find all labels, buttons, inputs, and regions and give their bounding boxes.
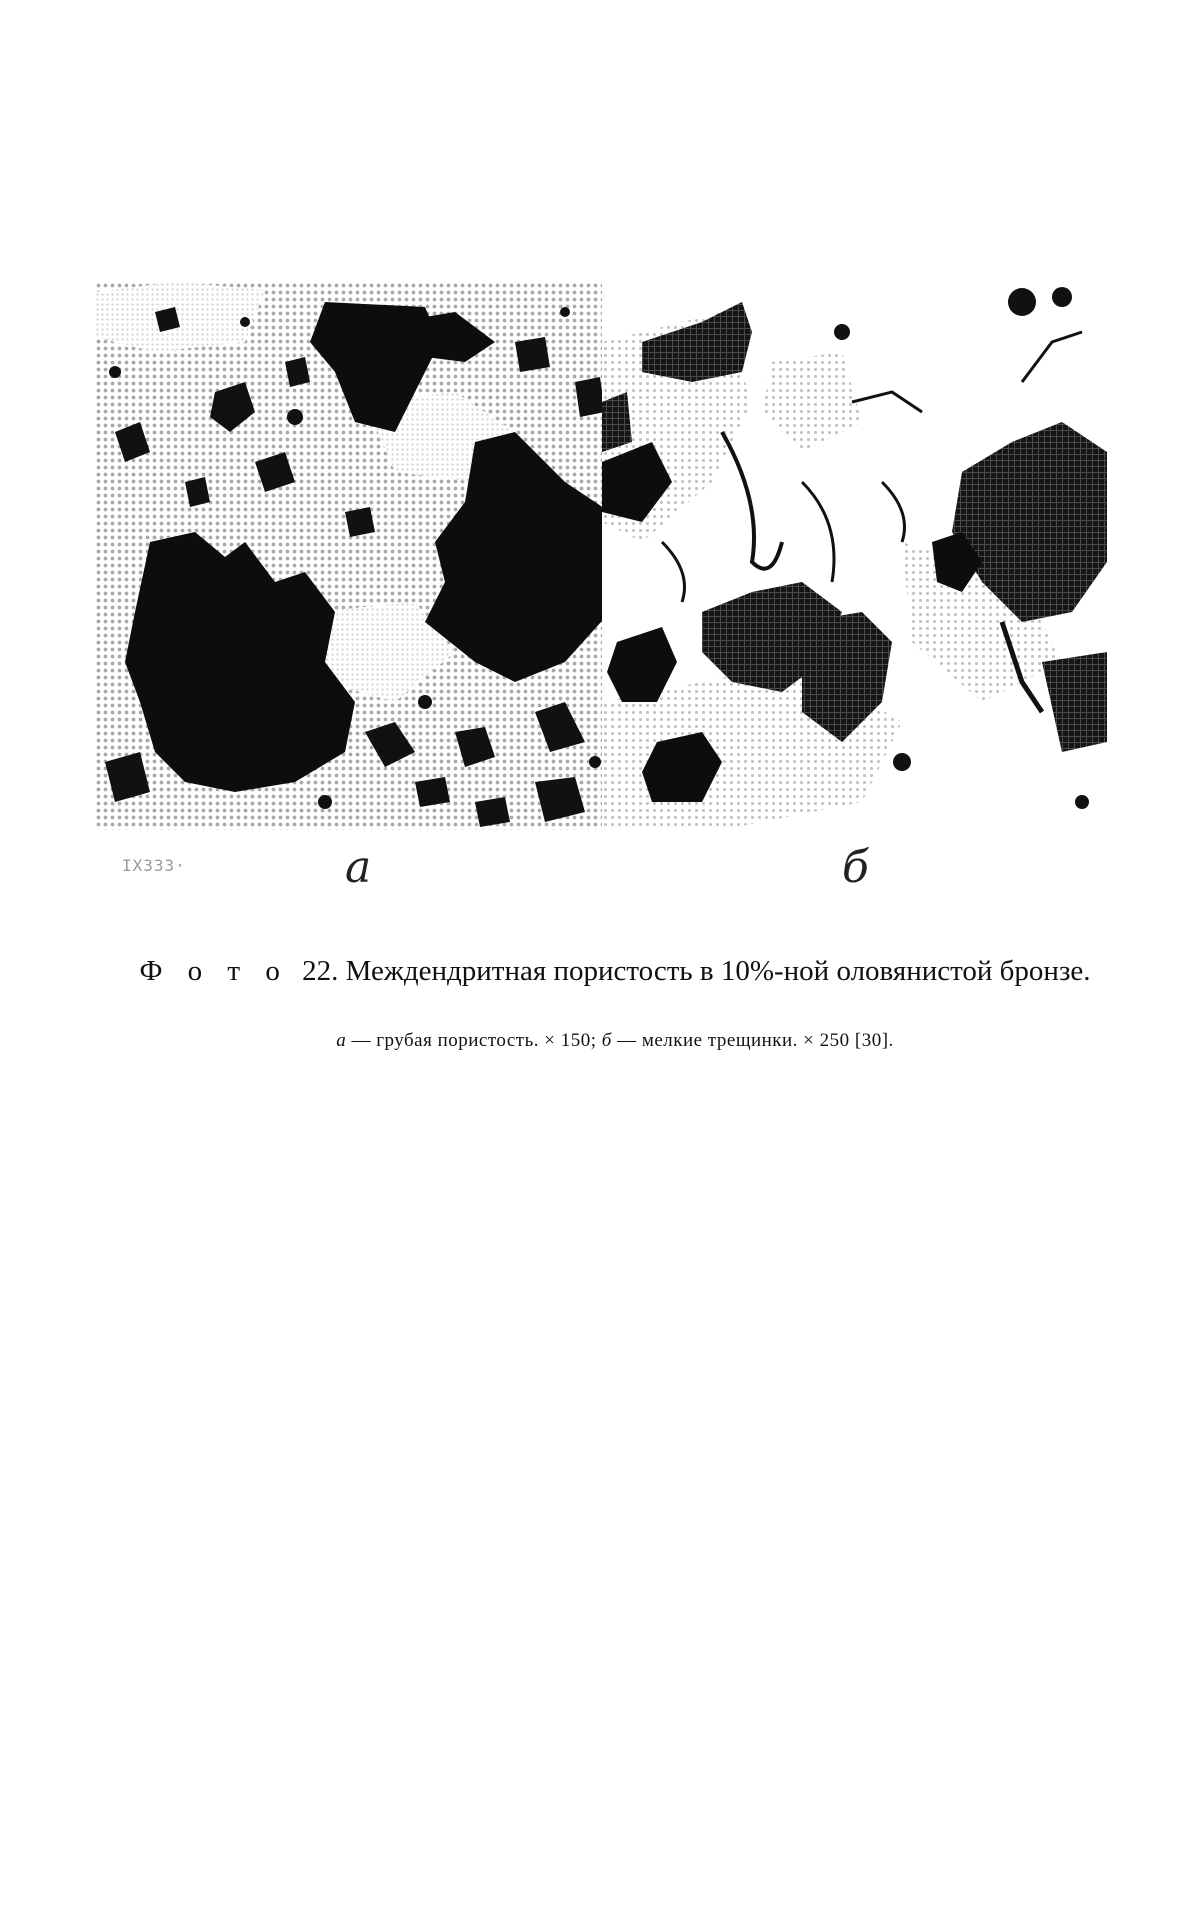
plate-edge-mark: ІХЗЗЗ·: [122, 856, 186, 875]
panel-a-label: а: [345, 842, 372, 893]
subcaption-key-b: б: [601, 1030, 612, 1051]
figure-subcaption: [110, 1030, 1120, 1052]
subcaption-text-a: — грубая пористость. × 150;: [351, 1030, 597, 1051]
panel-b-label: б: [842, 842, 869, 893]
caption-title: Междендритная пористость в 10%-ной оловянистой бронзе.: [345, 955, 1091, 987]
figure-caption: [110, 952, 1120, 990]
subcaption-text-b: — мелкие трещинки. × 250 [30].: [617, 1030, 894, 1051]
caption-number: 22.: [302, 955, 339, 987]
subcaption-key-a: а: [336, 1030, 347, 1051]
micrograph-a-coarse-porosity: [95, 282, 610, 830]
caption-prefix: Ф о т о: [139, 955, 289, 987]
micrograph-b-fine-cracks: [602, 282, 1107, 830]
